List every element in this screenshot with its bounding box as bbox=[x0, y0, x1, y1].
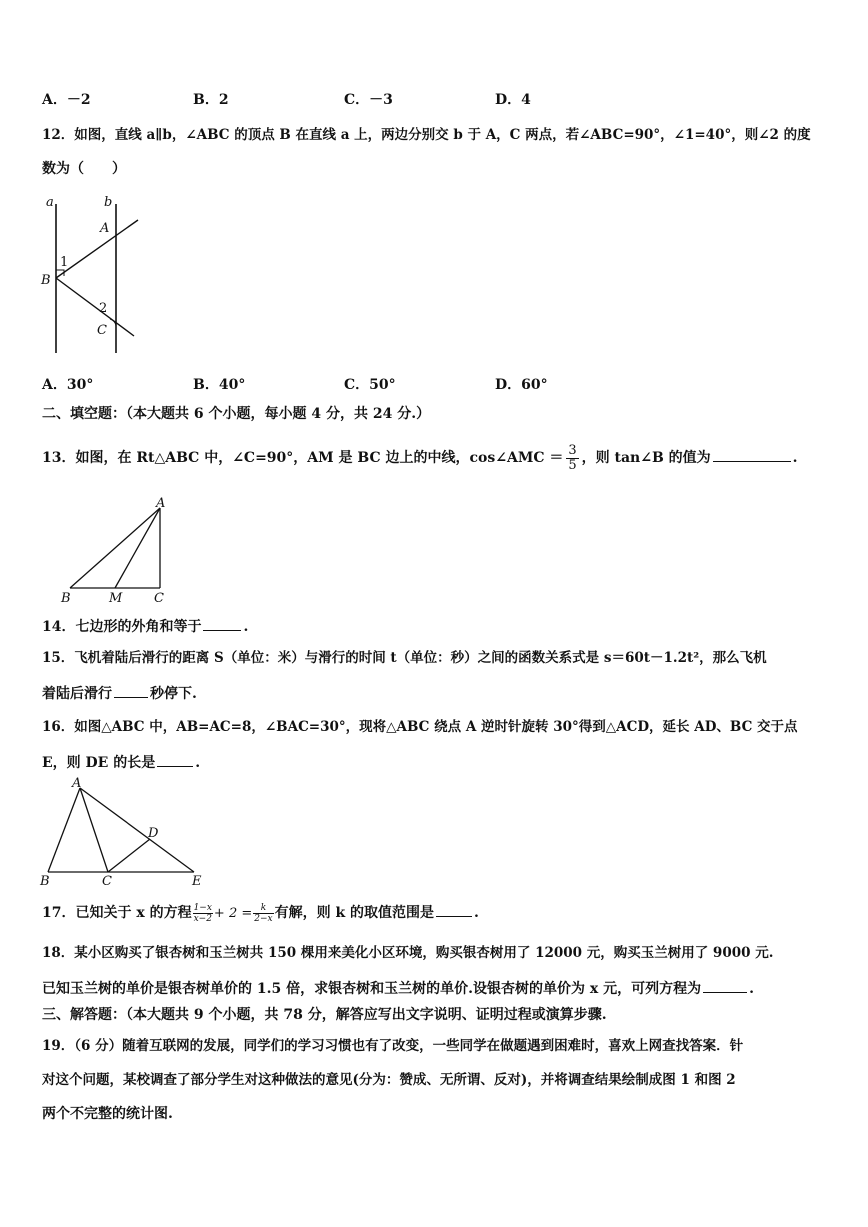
q13-stem-end: . bbox=[792, 450, 798, 466]
q13-label-B: B bbox=[61, 591, 71, 604]
q17-stem-end: . bbox=[474, 905, 479, 921]
q16-stem-post: . bbox=[195, 755, 201, 771]
q12-option-c: C．50° bbox=[344, 377, 396, 393]
q16-label-D: D bbox=[148, 826, 159, 841]
q12-option-b: B．40° bbox=[193, 377, 246, 393]
q17-f2-num: k bbox=[253, 903, 273, 914]
q19-stem-line1: 19．（6 分）随着互联网的发展，同学们的学习习惯也有了改变，一些同学在做题遇到困难时，喜欢上网查找答案．针 bbox=[42, 1038, 744, 1054]
q16-figure bbox=[34, 776, 214, 888]
q17-fraction-1 bbox=[193, 903, 213, 924]
q13-frac-num: 3 bbox=[568, 442, 577, 458]
q11-option-a: A．－2 bbox=[42, 92, 91, 108]
q13-label-A: A bbox=[156, 496, 166, 511]
q11-option-c: C．－3 bbox=[344, 92, 393, 108]
q13-stem bbox=[42, 440, 798, 476]
q16-label-E: E bbox=[192, 874, 202, 888]
q16-label-B: B bbox=[40, 874, 50, 888]
q16-label-C: C bbox=[102, 874, 112, 888]
q14-stem bbox=[42, 616, 248, 636]
q13-figure bbox=[58, 496, 178, 604]
q12-label-angle2: 2 bbox=[99, 301, 108, 316]
q17-stem-mid: + 2 = bbox=[213, 906, 253, 921]
q12-label-angle1: 1 bbox=[60, 255, 69, 270]
q18-stem-line2 bbox=[42, 978, 754, 998]
q17-answer-blank bbox=[436, 902, 472, 917]
q12-option-d: D．60° bbox=[495, 377, 548, 393]
q14-stem-pre: 14．七边形的外角和等于 bbox=[42, 619, 202, 635]
q13-label-C: C bbox=[154, 591, 164, 604]
q13-fraction bbox=[566, 444, 578, 473]
section2-heading: 二、填空题：（本大题共 6 个小题，每小题 4 分，共 24 分.） bbox=[42, 406, 431, 422]
section3-heading: 三、解答题：（本大题共 9 个小题，共 78 分，解答应写出文字说明、证明过程或演算步骤. bbox=[42, 1007, 607, 1023]
q15-stem-pre: 着陆后滑行 bbox=[42, 686, 112, 702]
q16-stem-line1: 16．如图△ABC 中，AB=AC=8，∠BAC=30°，现将△ABC 绕点 A 逆时针旋转 30°得到△ACD，延长 AD、BC 交于点 bbox=[42, 719, 798, 735]
q18-stem-line1: 18．某小区购买了银杏树和玉兰树共 150 棵用来美化小区环境，购买银杏树用了 12000 元，购买玉兰树用了 9000 元. bbox=[42, 945, 774, 961]
q19-stem-line3: 两个不完整的统计图. bbox=[42, 1106, 173, 1122]
q16-stem-line2 bbox=[42, 752, 200, 772]
q13-answer-blank bbox=[713, 447, 791, 462]
q11-option-b: B．2 bbox=[193, 92, 229, 108]
q12-label-b: b bbox=[104, 195, 113, 210]
q12-label-B: B bbox=[41, 273, 51, 288]
q17-f1-den: x−2 bbox=[193, 913, 212, 924]
q17-fraction-2 bbox=[253, 903, 273, 924]
q15-stem-post: 秒停下. bbox=[150, 686, 197, 702]
q14-answer-blank bbox=[203, 616, 241, 631]
q12-label-C: C bbox=[97, 323, 107, 338]
q15-stem-line1: 15．飞机着陆后滑行的距离 S（单位：米）与滑行的时间 t（单位：秒）之间的函数关系式是 s＝60t－1.2t²，那么飞机 bbox=[42, 650, 767, 666]
q12-label-A: A bbox=[100, 221, 110, 236]
q19-stem-line2: 对这个问题，某校调查了部分学生对这种做法的意见(分为：赞成、无所谓、反对)，并将调查结果绘制成图 1 和图 2 bbox=[42, 1072, 736, 1088]
q17-f1-num: 1−x bbox=[193, 902, 212, 913]
q17-stem-post: 有解，则 k 的取值范围是 bbox=[274, 905, 435, 921]
q16-answer-blank bbox=[157, 752, 193, 767]
q11-option-d: D．4 bbox=[495, 92, 531, 108]
q13-label-M: M bbox=[109, 591, 123, 604]
q13-stem-post: ，则 tan∠B 的值为 bbox=[581, 450, 711, 466]
q17-stem bbox=[42, 900, 479, 927]
q18-answer-blank bbox=[703, 978, 747, 993]
q16-stem-pre: E，则 DE 的长是 bbox=[42, 755, 156, 771]
q15-stem-line2 bbox=[42, 683, 197, 703]
q14-stem-end: . bbox=[243, 619, 249, 635]
q12-stem-line1: 12．如图，直线 a∥b，∠ABC 的顶点 B 在直线 a 上，两边分别交 b 于 A，C 两点，若∠ABC=90°，∠1=40°，则∠2 的度 bbox=[42, 127, 811, 143]
q16-label-A: A bbox=[72, 776, 82, 791]
q17-f2-den: 2−x bbox=[254, 913, 273, 924]
q12-figure bbox=[38, 190, 142, 358]
q17-stem-pre: 17．已知关于 x 的方程 bbox=[42, 905, 192, 921]
q12-label-a: a bbox=[46, 195, 54, 210]
q18-stem-post: . bbox=[749, 981, 754, 997]
q15-answer-blank bbox=[114, 683, 148, 698]
q18-stem-pre: 已知玉兰树的单价是银杏树单价的 1.5 倍，求银杏树和玉兰树的单价.设银杏树的单价为 x 元，可列方程为 bbox=[42, 981, 702, 997]
q13-stem-pre: 13．如图，在 Rt△ABC 中，∠C=90°，AM 是 BC 边上的中线，cos∠AMC ＝ bbox=[42, 450, 564, 466]
q12-stem-line2: 数为（ ） bbox=[42, 161, 126, 177]
q13-frac-den: 5 bbox=[568, 457, 577, 473]
q12-option-a: A．30° bbox=[42, 377, 94, 393]
